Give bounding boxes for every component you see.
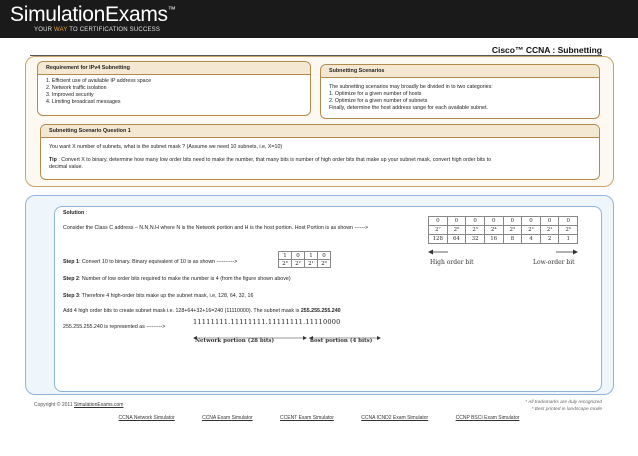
binary-ten-table	[278, 251, 331, 268]
bit-direction-arrows	[428, 248, 578, 256]
solution-intro: Consider the Class C address – N.N.N.H where N is the Network portion and H is the host portion. Host Portion is as shown ------>	[63, 225, 369, 231]
mask-bits: 11111111.11111111.11111111.11110000	[193, 318, 341, 326]
bit-cell: 0	[429, 217, 448, 226]
power-cell: 2⁴	[484, 226, 503, 235]
power-cell: 2³	[503, 226, 522, 235]
tip-line	[49, 157, 591, 164]
high-order-label: High order bit	[430, 259, 474, 266]
logo-tm: ™	[167, 5, 176, 14]
scenarios-line: Finally, determine the host address range for each available subnet.	[329, 105, 488, 111]
value-cell: 2	[540, 235, 559, 244]
footer-link-ccna-network-simulator[interactable]: CCNA Network Simulator	[118, 415, 175, 421]
subnet-mask-value: 255.255.255.240	[300, 308, 341, 314]
bit-cell: 0	[540, 217, 559, 226]
network-portion-label: Network portion (28 bits)	[195, 338, 275, 344]
power-row	[429, 226, 578, 235]
logo-text: SimulationExams	[10, 3, 168, 26]
add-bits-text: Add 4 high order bits to create subnet mask i.e. 128+64+32+16=240 (11110000). The subnet mask is	[63, 308, 300, 314]
bit-cell: 0	[318, 252, 331, 260]
footer-link-ccna-icnd2-exam-simulator[interactable]: CCNA ICND2 Exam Simulator	[361, 415, 429, 421]
value-cell: 128	[429, 235, 448, 244]
footer-link-ccnp-bsci-exam-simulator[interactable]: CCNP BSCI Exam Simulator	[455, 415, 520, 421]
disclaimer-trademarks: * All trademarks are duly recognized	[525, 400, 602, 405]
value-cell: 4	[522, 235, 541, 244]
copyright-link[interactable]: SimulationExams.com	[74, 402, 124, 408]
step3-text: : Therefore 4 high-order bits make up the subnet mask, i.e, 128, 64, 32, 16	[78, 293, 254, 299]
scenarios-box	[320, 64, 600, 119]
power-row	[279, 260, 331, 268]
step2-label: Step 2	[63, 276, 79, 282]
subnet-mask-figure	[193, 318, 341, 326]
copyright-text: Copyright © 2011	[34, 402, 75, 408]
requirement-item: 1. Efficient use of available IP address space	[46, 78, 152, 84]
step2	[63, 276, 291, 283]
power-cell: 2¹	[540, 226, 559, 235]
disclaimer	[525, 400, 602, 413]
disclaimer-print: * Best printed in landscape mode	[531, 406, 602, 412]
scenarios-line: The subnetting scenarios may broadly be divided in to two categories:	[329, 84, 493, 90]
power-cell: 2⁶	[447, 226, 466, 235]
value-cell: 64	[447, 235, 466, 244]
tip-text-cont: decimal value.	[49, 164, 83, 170]
network-span-tail	[303, 336, 307, 340]
footer-link-ccent-exam-simulator[interactable]: CCENT Exam Simulator	[280, 415, 334, 421]
power-cell: 2⁰	[559, 226, 578, 235]
tip-text: : Convert X to binary, determine how many low order bits need to make the number, that many bits is number of high order bits that make up your subnet mask, convert high order bits to	[58, 157, 492, 163]
step1	[63, 259, 237, 266]
bit-cell: 0	[447, 217, 466, 226]
step1-text: : Convert 10 to binary. Binary equivalent of 10 is as shown ---------->	[78, 259, 238, 265]
value-cell: 16	[484, 235, 503, 244]
requirement-list	[38, 75, 310, 109]
tagline-pre: YOUR	[34, 27, 55, 33]
value-cell: 1	[559, 235, 578, 244]
footer-links	[0, 415, 638, 421]
step2-text: : Number of low order bits required to make the number is 4 (from the figure shown above)	[78, 276, 291, 282]
bit-cell: 1	[305, 252, 318, 260]
host-span-tail	[377, 336, 381, 340]
power-cell: 2¹	[305, 260, 318, 268]
value-cell: 8	[503, 235, 522, 244]
bit-cell: 0	[466, 217, 485, 226]
page-title: Cisco™ CCNA : Subnetting	[491, 45, 602, 55]
tagline-accent: WAY	[54, 27, 68, 33]
requirement-item: 2. Network traffic isolation	[46, 85, 107, 91]
host-portion-label: host portion (4 bits)	[310, 338, 373, 344]
requirement-title: Requirement for IPv4 Subnetting	[38, 62, 310, 75]
step3-label: Step 3	[63, 293, 79, 299]
power-cell: 2⁷	[429, 226, 448, 235]
question-body	[41, 138, 599, 174]
power-cell: 2³	[279, 260, 292, 268]
solution-label-line: Solution :	[63, 210, 88, 216]
scenarios-line: 2. Optimize for a given number of subnets	[329, 98, 428, 104]
logo[interactable]	[10, 3, 175, 27]
power-cell: 2⁰	[318, 260, 331, 268]
tip-label: Tip	[49, 157, 57, 163]
step1-label: Step 1	[63, 259, 79, 265]
requirement-box	[37, 61, 311, 116]
value-cell: 32	[466, 235, 485, 244]
requirement-item: 3. Improved security	[46, 92, 94, 98]
question-text: You want X number of subnets, what is the subnet mask ? (Assume we need 10 subnets, i.e, X=10)	[49, 144, 283, 150]
low-arrow-head	[573, 250, 578, 255]
bit-cell: 0	[292, 252, 305, 260]
bit-cell: 0	[484, 217, 503, 226]
add-bits-line	[63, 308, 341, 315]
host-bit-table	[428, 216, 578, 244]
tagline-post: TO CERTIFICATION SUCCESS	[67, 27, 161, 33]
power-cell: 2⁵	[466, 226, 485, 235]
question-title: Subnetting Scenario Question 1	[41, 125, 599, 138]
header-banner	[0, 0, 638, 38]
scenarios-title: Subnetting Scenarios	[321, 65, 599, 78]
footer-link-ccna-exam-simulator[interactable]: CCNA Exam Simulator	[202, 415, 253, 421]
requirement-item: 4. Limiting broadcast messages	[46, 99, 121, 105]
question-box	[40, 124, 600, 180]
tagline	[34, 27, 160, 33]
scenarios-line: 1. Optimize for a given number of hosts	[329, 91, 422, 97]
copyright	[34, 402, 123, 408]
bit-cell: 0	[522, 217, 541, 226]
bit-cell: 0	[503, 217, 522, 226]
step3	[63, 293, 253, 300]
value-row	[429, 235, 578, 244]
bit-cell: 0	[559, 217, 578, 226]
power-cell: 2²	[522, 226, 541, 235]
power-cell: 2²	[292, 260, 305, 268]
bit-row	[279, 252, 331, 260]
scenarios-body	[321, 78, 599, 115]
bit-row	[429, 217, 578, 226]
represented-line: 255.255.255.240 is represented as --------->	[63, 324, 166, 330]
high-arrow-head	[428, 250, 433, 255]
bit-cell: 1	[279, 252, 292, 260]
low-order-label: Low-order bit	[533, 259, 575, 266]
solution-label: Solution	[63, 210, 85, 216]
